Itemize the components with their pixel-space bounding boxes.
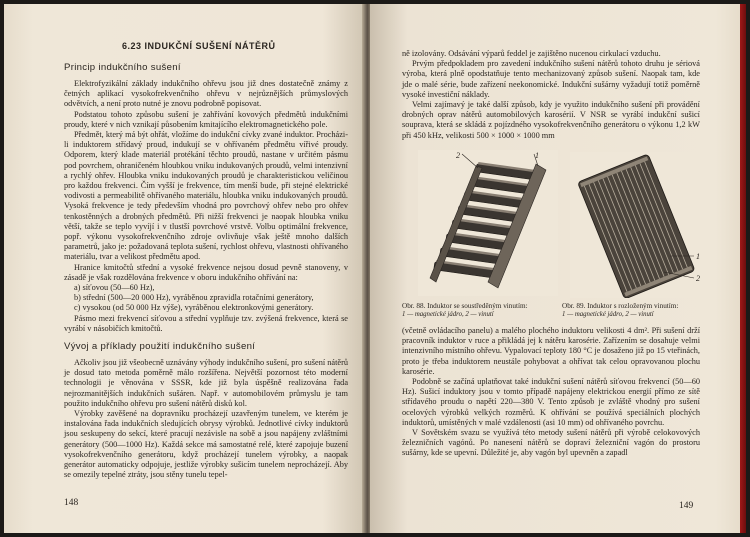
page-number-left: 148	[64, 498, 79, 508]
subheading-principle: Princip indukčního sušení	[64, 62, 181, 73]
page-number-right: 149	[679, 501, 694, 511]
fig88-callout-1: 1	[535, 151, 539, 160]
figure-89-title: Obr. 89. Induktor s rozloženým vinutím:	[562, 302, 679, 310]
text-block-1	[64, 79, 348, 334]
paragraph: Hranice kmitočtů střední a vysoké frekvence nejsou dosud pevně stanoveny, v zásadě je však rozdělována frekvence v oboru indukčního ohřívání na:	[64, 262, 348, 282]
figure-89-illustration	[570, 152, 710, 298]
subheading-development: Vývoj a příklady použití indukčního sušení	[64, 341, 256, 352]
fig88-callout-2: 2	[456, 151, 460, 160]
list-item: b) střední (500—20 000 Hz), vyráběnou zpravidla rotačními generátory,	[74, 293, 314, 303]
fig89-callout-2: 2	[696, 274, 700, 283]
figure-88-legend: 1 — magnetické jádro, 2 — vinutí	[402, 310, 494, 318]
paragraph: Podobně se začíná uplatňovat také indukční sušení nátěrů síťovou frekvencí (50—60 Hz). Sušicí induktory jsou v tomto případě napájeny elektrickou energií přímo ze sítě střídavého proudu o napětí 220—380 V. Tento způsob je zvláště vhodný pro sušení ocelových výrobků velkých rozměrů. K ohřívání se používá speciálních plochých induktorů, umístěných v malé vzdálenosti (asi 10 mm) od ohřívaného povrchu.	[402, 377, 700, 427]
figure-88-title: Obr. 88. Induktor se soustředěným vinutím:	[402, 302, 528, 310]
figure-89-legend: 1 — magnetické jádro, 2 — vinutí	[562, 310, 654, 318]
paragraph: Elektrofyzikální základy indukčního ohřevu jsou již dnes dostatečně známy z četných aplikací vysokofrekvenčního ohřevu v nejrůznějších průmyslových odvětvích, a není proto nutné je znovu podrobně popisovat.	[64, 79, 348, 109]
left-page	[4, 4, 366, 533]
text-block-2	[64, 358, 348, 480]
book-cover-edge	[740, 4, 746, 533]
paragraph: ně izolovány. Odsávání výparů feddel je zajištěno nucenou cirkulací vzduchu.	[402, 49, 661, 58]
right-page	[370, 4, 746, 533]
text-block-top	[402, 49, 700, 141]
chapter-heading: 6.23 INDUKČNÍ SUŠENÍ NÁTĚRŮ	[122, 41, 276, 51]
paragraph: V Sovětském svazu se využívá této metody sušení nátěrů při výrobě celokovových železničních vagónů. Po nanesení nátěrů se dopraví železniční vagón do prostoru sušárny, kde se upevní. Důležité je, aby vagón byl upevněn a zapadl	[402, 428, 700, 458]
paragraph: Ačkoliv jsou již všeobecně uznávány výhody indukčního sušení, pro sušení nátěrů je dosud tato metoda poměrně málo rozšířena. Největší pozornost této moderní technologii je věnována v SSSR, kde již byla úspěšně realizována řada nejrozmanitějších indukčních sušáren. Např. v automobilovém průmyslu je tam použito indukčního ohřevu pro sušení nátěrů disků kol.	[64, 358, 348, 408]
paragraph: Prvým předpokladem pro zavedení indukčního sušení nátěrů tohoto druhu je sériová výroba, která plně opodstatňuje tento mechanizovaný způsob sušení. Naopak tam, kde jde o malé série, bude zařízení neekonomické. Indukční sušárny vyžadují totiž poměrně vysoké investiční náklady.	[402, 59, 700, 99]
figure-89-caption	[562, 302, 712, 319]
figure-88-illustration	[418, 150, 558, 296]
list-item: a) síťovou (50—60 Hz),	[74, 283, 155, 293]
figure-88-caption	[402, 302, 552, 319]
text-block-bottom	[402, 326, 700, 459]
paragraph: (včetně ovládacího panelu) a malého plochého induktoru velikosti 4 dm². Při sušení drží pracovník induktor v ruce a přikládá jej k nátěru karosérie. Zařízením se dosahuje velmi intenzivního místního ohřevu. Vypalovací teploty 180 °C je dosaženo již po 15 vteřinách, proto je třeba induktorem neustále pohybovat a ohřívat tak celou opravovanou plochu karosérie.	[402, 326, 700, 376]
paragraph: Výrobky zavěšené na dopravníku procházejí uzavřeným tunelem, ve kterém je instalována řada indukčních sledujících obrysy výrobků. Jednotlivé cívky induktorů jsou seskupeny do sekcí, které pracují nezávisle na sobě a jsou napájeny zvláštními generátory (500—1000 Hz). Každá sekce má samostatné relé, které zapojuje buzení vysokofrekvenčního generátoru, když procházejí tunelem výrobky, a naopak generátor automaticky odpojuje, jestliže výrobky sušicím tunelem neprocházejí. Aby se omezily tepelné ztráty, jsou stěny tunelu tepel-	[64, 409, 348, 480]
paragraph: Předmět, který má být ohřát, vložíme do indukční cívky zvané induktor. Procházi-li induktorem střídavý proud, indukují se v ohřívaném předmětu vířivé proudy. Odporem, který klade materiál protékání těchto proudů, nastane v určitém pásmu pod povrchem, ohraničeném hloubkou vniku indukovaných proudů, velmi intenzivní a rychlý ohřev. Hloubka vniku indukovaných proudů je charakteristickou veličinou pro každou frekvenci. Čím vyšší je frekvence, tím menší bude, při stejné elektrické vodivosti a permeabilitě ohřívaného materiálu, hloubka vniku indukovaných proudů. Vysoká frekvence je tedy především vhodná pro povrchový ohřev nebo pro ohřev tenkostěnných a drobných předmětů. Při nižší frekvenci je naopak hloubka vniku větší, takže se teplo vyvíjí i v tlustší povrchové vrstvě. Volbu optimální frekvence, popř. výkonu vysokofrekvenčního zdroje ovlivňuje však ještě mnoho dalších parametrů, jako je: požadovaná teplota sušení, rychlost ohřevu, vlastnosti ohřívaného materiálu, tvar a velikost předmětu apod.	[64, 130, 348, 262]
paragraph: Podstatou tohoto způsobu sušení je zahřívání kovových předmětů indukčními proudy, které v nich vznikají působením kmitajícího elektromagnetického pole.	[64, 109, 348, 129]
list-item: c) vysokou (od 50 000 Hz výše), vyráběnou elektronkovými generátory.	[74, 303, 314, 313]
paragraph: Velmi zajímavý je také další způsob, kdy je využito indukčního sušení při provádění drobných oprav nátěrů automobilových karosérií. V NSR se vyrábí indukční sušicí souprava, která se skládá z pojízdného vysokofrekvenčního generátoru o výkonu 1,2 kW při 450 kHz, velikosti 500 × 1000 × 1000 mm	[402, 100, 700, 140]
paragraph: Pásmo mezi frekvencí síťovou a střední vyplňuje tzv. zvýšená frekvence, která se vyrábí v násobičích kmitočtů.	[64, 313, 348, 333]
book-spread	[4, 4, 746, 533]
fig89-callout-1: 1	[696, 252, 700, 261]
